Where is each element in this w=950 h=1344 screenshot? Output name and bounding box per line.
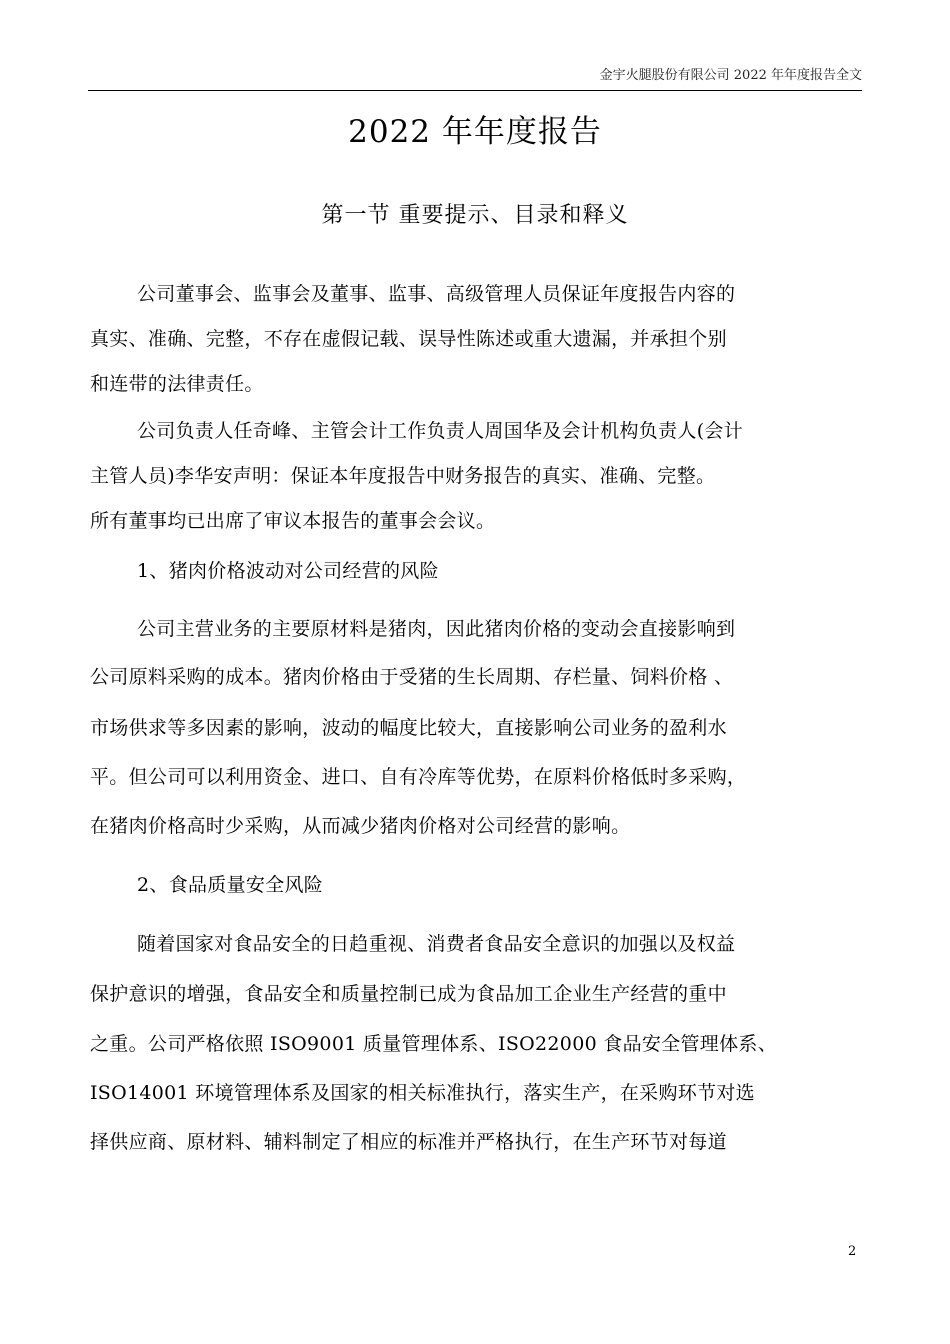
paragraph-line: 所有董事均已出席了审议本报告的董事会会议。 (90, 510, 496, 532)
paragraph-line: 公司负责人任奇峰、主管会计工作负责人周国华及会计机构负责人(会计 (137, 420, 744, 442)
page-number: 2 (848, 1244, 857, 1259)
running-header-title: 金宇火腿股份有限公司 2022 年年度报告全文 (599, 68, 862, 83)
paragraph-line: 市场供求等多因素的影响，波动的幅度比较大，直接影响公司业务的盈利水 (90, 717, 727, 739)
paragraph-line: 随着国家对食品安全的日趋重视、消费者食品安全意识的加强以及权益 (137, 933, 736, 955)
section-title: 第一节 重要提示、目录和释义 (321, 203, 629, 228)
paragraph-line: 公司主营业务的主要原材料是猪肉，因此猪肉价格的变动会直接影响到 (137, 618, 736, 640)
paragraph-line: 在猪肉价格高时少采购，从而减少猪肉价格对公司经营的影响。 (90, 815, 631, 837)
paragraph-line: 主管人员)李华安声明：保证本年度报告中财务报告的真实、准确、完整。 (90, 465, 716, 487)
list-heading: 1、猪肉价格波动对公司经营的风险 (137, 560, 439, 582)
list-heading: 2、食品质量安全风险 (137, 874, 324, 896)
running-header (88, 66, 862, 91)
paragraph-line: 和连带的法律责任。 (90, 373, 264, 395)
paragraph-line: 公司董事会、监事会及董事、监事、高级管理人员保证年度报告内容的 (137, 283, 736, 305)
paragraph-line: 之重。公司严格依照 ISO9001 质量管理体系、ISO22000 食品安全管理体系、 (90, 1033, 778, 1055)
paragraph-line: 保护意识的增强，食品安全和质量控制已成为食品加工企业生产经营的重中 (90, 983, 727, 1005)
paragraph-line: 择供应商、原材料、辅料制定了相应的标准并严格执行，在生产环节对每道 (90, 1131, 727, 1153)
document-title: 2022 年年度报告 (348, 114, 602, 150)
paragraph-line: ISO14001 环境管理体系及国家的相关标准执行，落实生产，在采购环节对选 (90, 1082, 755, 1104)
paragraph-line: 公司原料采购的成本。猪肉价格由于受猪的生长周期、存栏量、饲料价格 、 (90, 666, 734, 688)
paragraph-line: 真实、准确、完整，不存在虚假记载、误导性陈述或重大遗漏，并承担个别 (90, 328, 727, 350)
paragraph-line: 平。但公司可以利用资金、进口、自有冷库等优势，在原料价格低时多采购， (90, 766, 747, 788)
